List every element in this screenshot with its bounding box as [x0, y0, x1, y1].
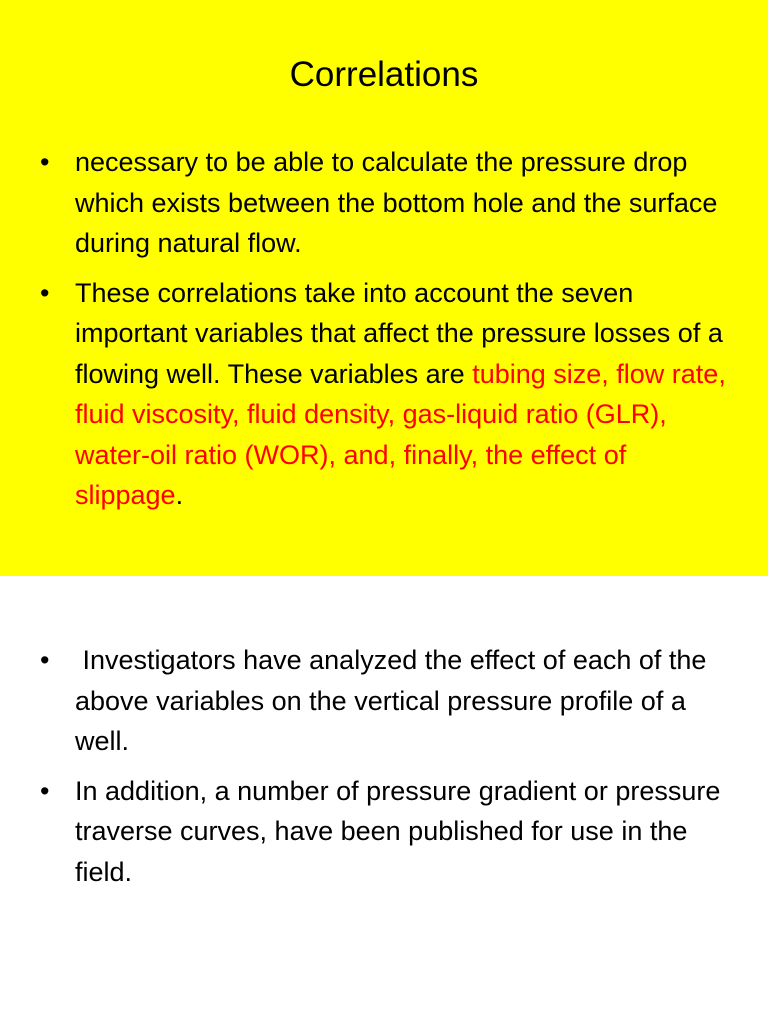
bullet-item	[0, 640, 768, 762]
bullet-icon: •	[40, 147, 50, 177]
bullet-text-end: .	[175, 480, 184, 510]
bullet-item	[0, 142, 768, 264]
bullet-icon: •	[40, 277, 50, 308]
bullet-item	[0, 771, 768, 893]
bullet-list	[0, 142, 768, 525]
slide-title: Correlations	[289, 55, 479, 94]
bullet-text: necessary to be able to calculate the pressure drop which exists between the bottom hole and the surface during natural flow.	[75, 147, 718, 258]
bullet-icon: •	[40, 775, 50, 806]
bullet-text: In addition, a number of pressure gradient or pressure traverse curves, have been published for use in the field.	[75, 775, 721, 887]
bullet-item	[0, 273, 768, 516]
bullet-text: These correlations take into account the seven important variables that affect the pressure losses of a flowing well. These variables are	[75, 277, 723, 389]
bullet-text: Investigators have analyzed the effect of each of the above variables on the vertical pressure profile of a well.	[75, 645, 714, 756]
slide-investigators	[0, 576, 768, 1024]
bullet-list	[0, 640, 768, 901]
bullet-icon: •	[40, 645, 50, 675]
highlighted-variables: tubing size, flow rate, fluid viscosity, fluid density, gas-liquid ratio (GLR), water-oil ratio (WOR), and, finally, the effect of slippage	[75, 358, 726, 510]
